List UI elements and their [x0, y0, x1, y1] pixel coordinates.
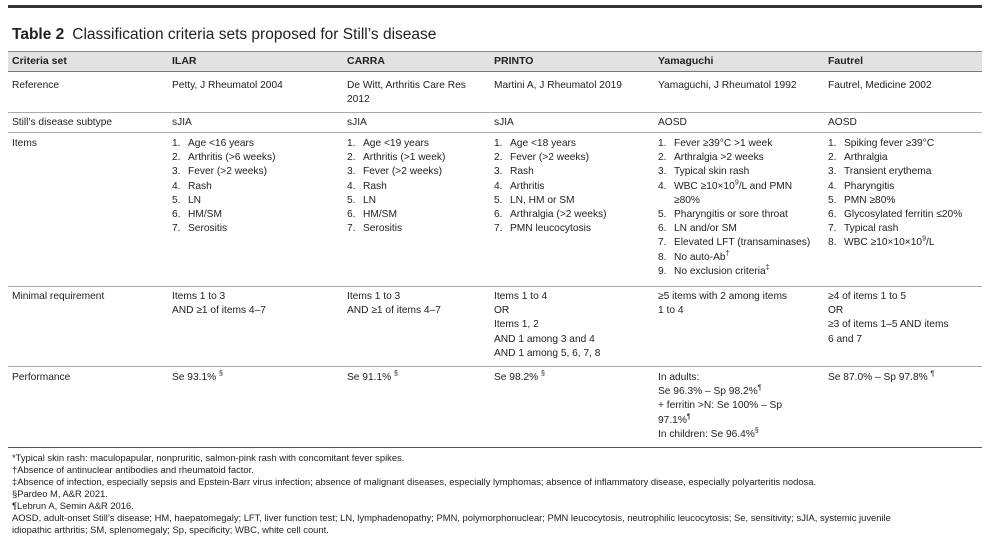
list-item: 5. LN, HM or SM [494, 194, 575, 206]
performance-ilar: Se 93.1% § [172, 370, 223, 383]
list-item: 4. WBC $\ge 10\times 10^9/L$ and PMN ≥80% [658, 179, 793, 206]
col-header-fautrel: Fautrel [828, 55, 864, 67]
list-item: 6. HM/SM [347, 209, 397, 221]
minimal-printo [494, 290, 600, 361]
footnote: ¶Lebrun A, Semin A&R 2016. [12, 500, 134, 511]
reference-printo: Martini A, J Rheumatol 2019 [494, 80, 622, 91]
text-line: AND 1 among 3 and 4 [494, 333, 595, 345]
list-item: 2. Arthritis (>6 weeks) [172, 152, 276, 164]
text-line: OR [828, 305, 844, 317]
top-rule [8, 5, 982, 8]
text-line: Items 1, 2 [494, 319, 539, 331]
list-item: 6. LN and/or SM [658, 223, 737, 235]
text-line: + ferritin >N: Se 100% – Sp [658, 400, 783, 412]
reference-ilar: Petty, J Rheumatol 2004 [172, 80, 283, 91]
text-line: Items 1 to 3 [172, 291, 226, 302]
footnote: *Typical skin rash: maculopapular, nonpruritic, salmon-pink rash with concomitant fever spikes. [12, 452, 405, 463]
reference-yamaguchi: Yamaguchi, J Rheumatol 1992 [658, 80, 797, 91]
list-item: 4. Rash [347, 180, 387, 192]
text-line: Items 1 to 3 [347, 291, 401, 302]
row-divider [8, 366, 982, 367]
list-item: 5. LN [347, 194, 377, 206]
list-item: 1. Spiking fever ≥39°C [828, 138, 935, 149]
minimal-carra [347, 290, 441, 318]
list-item: 1. Fever ≥39°C >1 week [658, 138, 773, 149]
row-label-performance: Performance [12, 372, 71, 383]
text-line: Items 1 to 4 [494, 291, 548, 302]
text-line: In adults: [658, 372, 700, 383]
text-line: 6 and 7 [828, 333, 862, 345]
list-item: 1. Age <19 years [347, 138, 429, 149]
text-line: AND ≥1 of items 4–7 [172, 305, 266, 317]
list-item: 3. Fever (>2 weeks) [347, 166, 442, 178]
list-item: 9. No exclusion criteria‡ [658, 264, 770, 277]
minimal-yamaguchi [658, 290, 787, 318]
subtype-fautrel: AOSD [828, 117, 857, 128]
col-header-printo: PRINTO [494, 55, 534, 67]
list-item: 7. Serositis [347, 223, 403, 235]
subtype-carra: sJIA [347, 117, 367, 128]
items-carra [347, 137, 445, 236]
list-item: 2. Arthralgia >2 weeks [658, 152, 764, 164]
list-item: 3. Transient erythema [828, 166, 932, 178]
row-divider [8, 112, 982, 113]
footnote: idiopathic arthritis; SM, splenomegaly; Sp, specificity; WBC, white cell count. [12, 524, 329, 535]
text-line: Se 96.3% – Sp 98.2%¶ [658, 384, 762, 398]
list-item: 2. Arthritis (>1 week) [347, 152, 446, 164]
minimal-ilar [172, 290, 266, 318]
reference-carra-line: De Witt, Arthritis Care Res [347, 80, 466, 91]
row-label-items: Items [12, 138, 37, 149]
col-header-carra: CARRA [347, 55, 385, 67]
row-label-minimal-requirement: Minimal requirement [12, 291, 105, 302]
row-label-subtype: Still’s disease subtype [12, 117, 113, 128]
list-item: 1. Age <18 years [494, 138, 576, 149]
reference-carra [347, 79, 466, 107]
table-title [12, 26, 436, 44]
subtype-yamaguchi: AOSD [658, 117, 687, 128]
list-item: 3. Rash [494, 166, 534, 178]
text-line: In children: Se 96.4%§ [658, 427, 759, 440]
table-caption: Classification criteria sets proposed for Still’s disease [72, 26, 437, 43]
list-item: 4. Arthritis [494, 180, 545, 192]
list-item: 2. Fever (>2 weeks) [494, 152, 589, 164]
reference-fautrel: Fautrel, Medicine 2002 [828, 80, 932, 91]
col-header-yamaguchi: Yamaguchi [658, 55, 714, 67]
row-divider [8, 286, 982, 287]
col-header-ilar: ILAR [172, 55, 197, 67]
list-item: 8. WBC $\ge 10\times 10\times 10^9/L$ [828, 236, 935, 249]
performance-printo: Se 98.2% § [494, 370, 545, 383]
footnote: †Absence of antinuclear antibodies and rheumatoid factor. [12, 464, 254, 475]
list-item: 6. HM/SM [172, 209, 222, 221]
table-bottom-rule [8, 447, 982, 448]
row-label-reference: Reference [12, 80, 60, 91]
text-line: OR [494, 305, 510, 317]
list-item: 7. Serositis [172, 223, 228, 235]
reference-carra-line: 2012 [347, 94, 370, 106]
list-item: 8. No auto-Ab† [658, 250, 730, 263]
text-line: AND ≥1 of items 4–7 [347, 305, 441, 317]
list-item: 5. LN [172, 194, 202, 206]
items-ilar [172, 137, 275, 236]
list-item: 6. Arthralgia (>2 weeks) [494, 209, 607, 221]
list-item: 7. Elevated LFT (transaminases) [658, 237, 811, 249]
minimal-fautrel [828, 290, 949, 347]
performance-fautrel: Se 87.0% – Sp 97.8% ¶ [828, 370, 935, 383]
items-printo [494, 137, 607, 236]
text-line: AND 1 among 5, 6, 7, 8 [494, 347, 601, 359]
list-item: 1. Age <16 years [172, 138, 254, 149]
list-item: 5. Pharyngitis or sore throat [658, 209, 788, 221]
list-item: 7. PMN leucocytosis [494, 223, 591, 235]
list-item: 5. PMN ≥80% [828, 194, 896, 206]
table-number: Table 2 [12, 26, 65, 43]
performance-yamaguchi [658, 371, 782, 442]
list-item: 4. Rash [172, 180, 212, 192]
footnote: AOSD, adult-onset Still’s disease; HM, haepatomegaly; LFT, liver function test; LN, lymphadenopathy; PMN, polymorphonuclear; PMN leucocytosis, neutrophilic leucocytosis; Se, sensitivity; sJIA, systemic juvenile [12, 512, 891, 523]
text-line: ≥4 of items 1 to 5 [828, 291, 907, 302]
footnote: §Pardeo M, A&R 2021. [12, 488, 108, 499]
subtype-ilar: sJIA [172, 117, 192, 128]
list-item: 6. Glycosylated ferritin ≤20% [828, 209, 963, 221]
footnote: ‡Absence of infection, especially sepsis and Epstein-Barr virus infection; absence of malignant diseases, especially lymphomas; absence of inflammatory disease, especially polyarteritis nodosa. [12, 476, 817, 487]
text-line: ≥3 of items 1–5 AND items [828, 319, 949, 331]
items-yamaguchi [658, 137, 810, 279]
list-item: 2. Arthralgia [828, 152, 888, 164]
items-fautrel [828, 137, 962, 251]
list-item: 4. Pharyngitis [828, 180, 895, 192]
list-item: 7. Typical rash [828, 223, 899, 235]
subtype-printo: sJIA [494, 117, 514, 128]
text-line: 1 to 4 [658, 305, 684, 317]
text-line: ≥5 items with 2 among items [658, 291, 788, 302]
text-line: 97.1%¶ [658, 413, 691, 426]
list-item: 3. Typical skin rash [658, 166, 750, 178]
row-divider [8, 132, 982, 133]
list-item: 3. Fever (>2 weeks) [172, 166, 267, 178]
col-header-criteria-set: Criteria set [12, 55, 67, 67]
performance-carra: Se 91.1% § [347, 370, 398, 383]
